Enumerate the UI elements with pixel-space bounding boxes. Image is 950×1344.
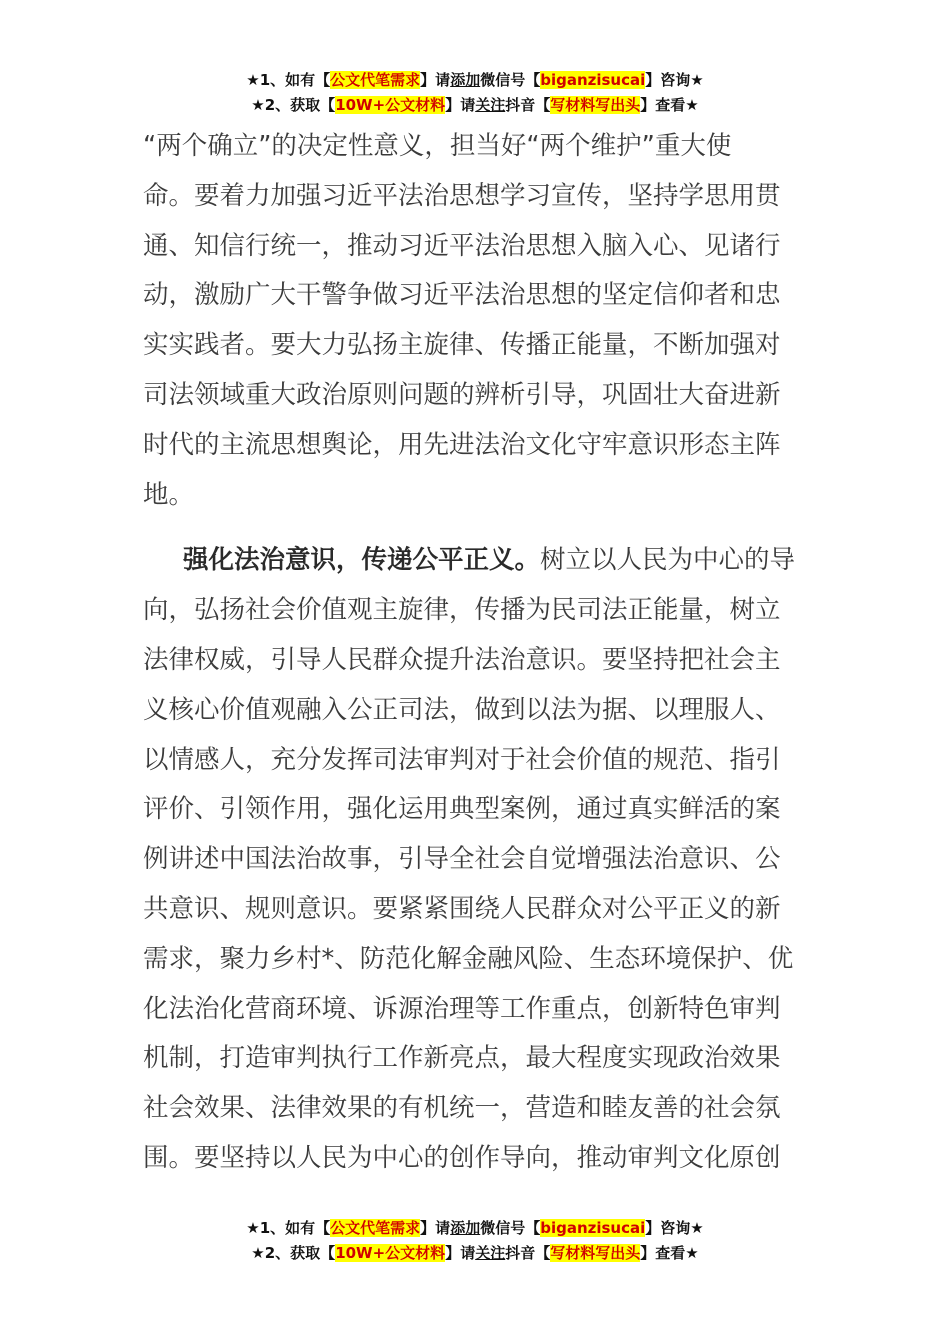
text-line: 社会效果、法律效果的有机统一，营造和睦友善的社会氛 (143, 1093, 781, 1124)
banner-line-2 (0, 1241, 950, 1266)
text-line: 实实践者。要大力弘扬主旋律、传播正能量，不断加强对 (143, 330, 781, 361)
text-line: 义核心价值观融入公正司法，做到以法为据、以理服人、 (143, 694, 781, 725)
banner-text: 微信号【 (480, 1219, 541, 1237)
text-line: 共意识、规则意识。要紧紧围绕人民群众对公平正义的新 (143, 893, 781, 924)
text-line: 向，弘扬社会价值观主旋律，传播为民司法正能量，树立 (143, 595, 781, 626)
text-line (143, 536, 805, 586)
banner-highlight: 10W+公文材料 (335, 1244, 446, 1262)
text-line: 以情感人，充分发挥司法审判对于社会价值的规范、指引 (143, 744, 781, 775)
banner-text: ★2、获取【 (251, 96, 336, 114)
banner-text: 抖音【 (505, 1244, 551, 1262)
paragraph-lead-rest: 树立以人民为中心的导 (540, 545, 796, 576)
banner-text: ★2、获取【 (251, 1244, 336, 1262)
banner-highlight: biganzisucai (540, 1219, 646, 1237)
document-body (143, 122, 805, 1184)
text-line: 例讲述中国法治故事，引导全社会自觉增强法治意识、公 (143, 844, 781, 875)
footer-banner (0, 1216, 950, 1266)
banner-underlined-text: 关注 (475, 96, 506, 114)
banner-underlined-text: 添加 (450, 1219, 481, 1237)
banner-underlined-text: 添加 (450, 71, 481, 89)
paragraph-spacing (143, 520, 805, 536)
banner-highlight: 公文代笔需求 (330, 71, 421, 89)
text-line: 机制，打造审判执行工作新亮点，最大程度实现政治效果 (143, 1043, 781, 1074)
text-line: 时代的主流思想舆论，用先进法治文化守牢意识形态主阵 (143, 429, 781, 460)
banner-text: 微信号【 (480, 71, 541, 89)
banner-text: 】请 (420, 71, 451, 89)
text-line: 动，激励广大干警争做习近平法治思想的坚定信仰者和忠 (143, 280, 781, 311)
banner-line-1 (0, 68, 950, 93)
text-line: “两个确立”的决定性意义，担当好“两个维护”重大使 (143, 131, 732, 161)
banner-text: ★1、如有【 (246, 1219, 331, 1237)
banner-text: 】请 (445, 96, 476, 114)
banner-underlined-text: 关注 (475, 1244, 506, 1262)
banner-line-1 (0, 1216, 950, 1241)
text-line: 需求，聚力乡村*、防范化解金融风险、生态环境保护、优 (143, 943, 794, 974)
text-line: 司法领域重大政治原则问题的辨析引导，巩固壮大奋进新 (143, 379, 781, 410)
banner-text: 】咨询★ (645, 1219, 704, 1237)
banner-text: 】查看★ (640, 1244, 699, 1262)
banner-text: 抖音【 (505, 96, 551, 114)
banner-highlight: 公文代笔需求 (330, 1219, 421, 1237)
text-line: 命。要着力加强习近平法治思想学习宣传，坚持学思用贯 (143, 180, 781, 211)
text-line: 地。 (143, 479, 195, 510)
paragraph-lead-heading: 强化法治意识，传递公平正义。 (183, 545, 541, 576)
banner-text: 】请 (420, 1219, 451, 1237)
banner-highlight: 10W+公文材料 (335, 96, 446, 114)
header-banner (0, 68, 950, 118)
banner-text: ★1、如有【 (246, 71, 331, 89)
banner-line-2 (0, 93, 950, 118)
banner-text: 】查看★ (640, 96, 699, 114)
banner-highlight: biganzisucai (540, 71, 646, 89)
banner-highlight: 写材料写出头 (550, 96, 641, 114)
banner-text: 】咨询★ (645, 71, 704, 89)
text-line: 围。要坚持以人民为中心的创作导向，推动审判文化原创 (143, 1142, 781, 1173)
paragraph-1 (143, 122, 805, 520)
text-line: 化法治化营商环境、诉源治理等工作重点，创新特色审判 (143, 993, 781, 1024)
text-line: 法律权威，引导人民群众提升法治意识。要坚持把社会主 (143, 644, 781, 675)
banner-highlight: 写材料写出头 (550, 1244, 641, 1262)
text-line: 通、知信行统一，推动习近平法治思想入脑入心、见诸行 (143, 230, 781, 261)
banner-text: 】请 (445, 1244, 476, 1262)
text-line: 评价、引领作用，强化运用典型案例，通过真实鲜活的案 (143, 794, 781, 825)
paragraph-2 (143, 536, 805, 1183)
